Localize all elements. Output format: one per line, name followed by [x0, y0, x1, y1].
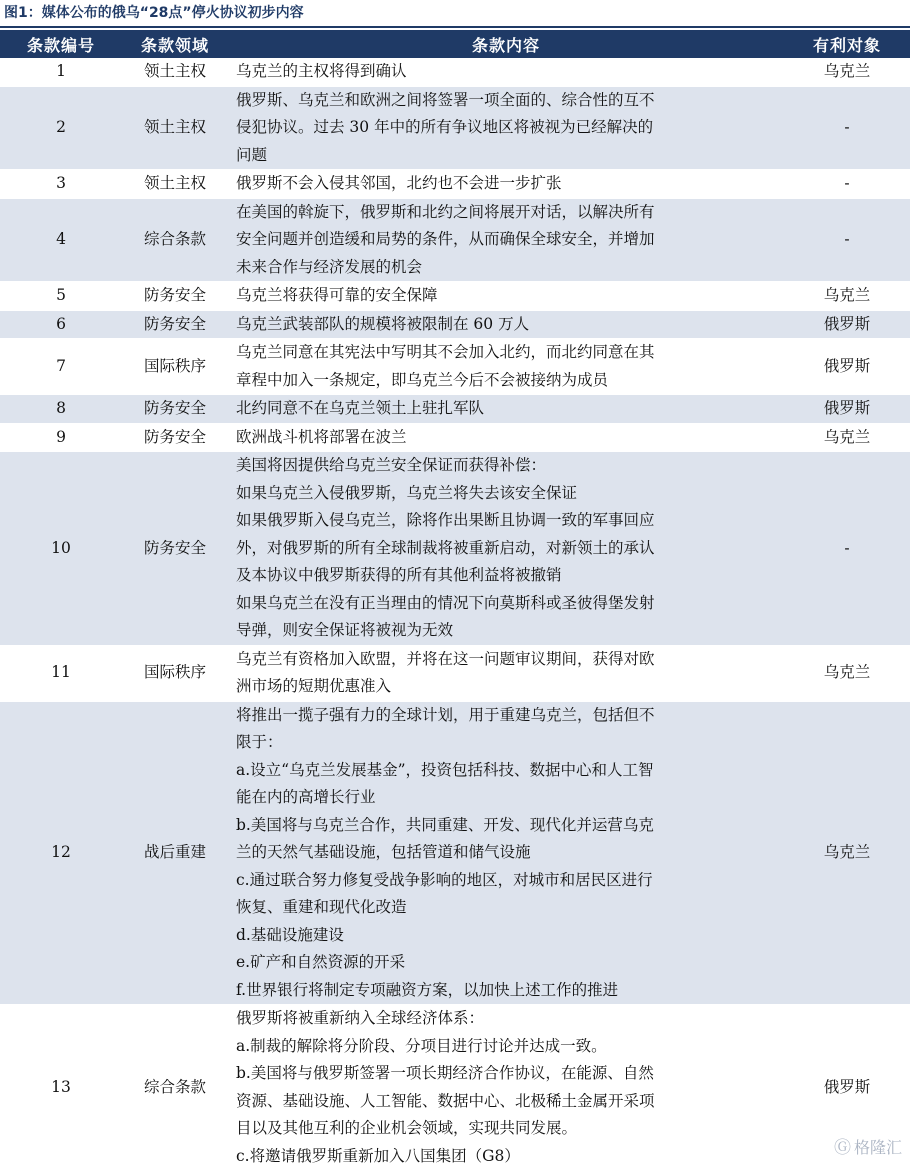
clause-table	[0, 30, 910, 1171]
clause-beneficiary: 俄罗斯	[784, 310, 910, 339]
clause-area: 防务安全	[122, 395, 228, 424]
clause-beneficiary: -	[784, 86, 910, 170]
clause-content-line: 如果乌克兰在没有正当理由的情况下向莫斯科或圣彼得堡发射	[236, 593, 655, 612]
clause-beneficiary: -	[784, 452, 910, 646]
table-row	[0, 645, 910, 701]
title-rule	[0, 26, 910, 28]
clause-content	[228, 198, 784, 282]
clause-content-line: f.世界银行将制定专项融资方案，以加快上述工作的推进	[236, 980, 619, 999]
clause-area: 领土主权	[122, 58, 228, 86]
clause-content	[228, 1005, 784, 1171]
clause-content-line: 未来合作与经济发展的机会	[236, 257, 423, 276]
clause-content-line: 乌克兰将获得可靠的安全保障	[236, 286, 438, 304]
clause-content-line: c.将邀请俄罗斯重新加入八国集团（G8）	[236, 1146, 520, 1165]
clause-content-line: 北约同意不在乌克兰领土上驻扎军队	[236, 399, 485, 417]
clause-number: 6	[0, 310, 122, 339]
clause-beneficiary: 乌克兰	[784, 701, 910, 1005]
table-row	[0, 452, 910, 646]
clause-content-line: 兰的天然气基础设施，包括管道和储气设施	[236, 843, 531, 861]
clause-area: 战后重建	[122, 701, 228, 1005]
clause-content	[228, 310, 784, 339]
clause-area: 防务安全	[122, 452, 228, 646]
g-logo-icon: Ⓖ	[833, 1138, 851, 1158]
clause-content-line: 侵犯协议。过去 30 年中的所有争议地区将被视为已经解决的	[236, 118, 654, 136]
clause-content-line: 美国将因提供给乌克兰安全保证而获得补偿：	[236, 456, 547, 474]
table-row	[0, 339, 910, 395]
clause-content-line: 安全问题并创造缓和局势的条件，从而确保全球安全，并增加	[236, 230, 655, 248]
clause-content	[228, 170, 784, 199]
table-row	[0, 1005, 910, 1171]
clause-content	[228, 452, 784, 646]
clause-content-line: a.设立“乌克兰发展基金”，投资包括科技、数据中心和人工智	[236, 760, 654, 779]
clause-number: 9	[0, 423, 122, 452]
clause-area: 综合条款	[122, 198, 228, 282]
clause-content-line: a.制裁的解除将分阶段、分项目进行讨论并达成一致。	[236, 1036, 607, 1055]
table-row	[0, 198, 910, 282]
table-row	[0, 310, 910, 339]
clause-number: 10	[0, 452, 122, 646]
clause-content-line: 如果乌克兰入侵俄罗斯，乌克兰将失去该安全保证	[236, 483, 578, 502]
clause-beneficiary: 俄罗斯	[784, 395, 910, 424]
clause-content-line: 俄罗斯、乌克兰和欧洲之间将签署一项全面的、综合性的互不	[236, 90, 655, 109]
clause-number: 11	[0, 645, 122, 701]
clause-content-line: 在美国的斡旋下，俄罗斯和北约之间将展开对话，以解决所有	[236, 202, 655, 221]
clause-beneficiary: -	[784, 198, 910, 282]
clause-content-line: 乌克兰同意在其宪法中写明其不会加入北约，而北约同意在其	[236, 343, 655, 361]
watermark-text: 格隆汇	[853, 1138, 902, 1157]
table-row	[0, 170, 910, 199]
clause-content-line: 如果俄罗斯入侵乌克兰，除将作出果断且协调一致的军事回应	[236, 511, 655, 529]
clause-number: 7	[0, 339, 122, 395]
clause-content-line: b.美国将与乌克兰合作，共同重建、开发、现代化并运营乌克	[236, 815, 654, 834]
clause-content-line: 乌克兰武装部队的规模将被限制在 60 万人	[236, 314, 530, 333]
clause-content-line: 将推出一揽子强有力的全球计划，用于重建乌克兰，包括但不	[236, 705, 655, 724]
clause-content-line: e.矿产和自然资源的开采	[236, 953, 406, 971]
clause-content-line: 俄罗斯将被重新纳入全球经济体系：	[236, 1009, 485, 1027]
clause-content-line: c.通过联合努力修复受战争影响的地区，对城市和居民区进行	[236, 870, 653, 889]
clause-beneficiary: 俄罗斯	[784, 339, 910, 395]
clause-content	[228, 58, 784, 86]
clause-beneficiary: 俄罗斯	[784, 1005, 910, 1171]
clause-content-line: 欧洲战斗机将部署在波兰	[236, 427, 407, 446]
clause-content-line: 能在内的高增长行业	[236, 788, 376, 806]
col-header-area: 条款领域	[122, 30, 228, 58]
clause-content	[228, 423, 784, 452]
clause-area: 防务安全	[122, 310, 228, 339]
clause-number: 12	[0, 701, 122, 1005]
table-row	[0, 423, 910, 452]
clause-area: 综合条款	[122, 1005, 228, 1171]
clause-content-line: 乌克兰有资格加入欧盟，并将在这一问题审议期间，获得对欧	[236, 649, 655, 668]
clause-beneficiary: -	[784, 170, 910, 199]
clause-content	[228, 86, 784, 170]
clause-area: 防务安全	[122, 423, 228, 452]
clause-number: 8	[0, 395, 122, 424]
clause-number: 13	[0, 1005, 122, 1171]
clause-number: 1	[0, 58, 122, 86]
clause-content-line: 乌克兰的主权将得到确认	[236, 62, 407, 80]
clause-content-line: d.基础设施建设	[236, 925, 344, 944]
watermark	[834, 1133, 902, 1158]
clause-content	[228, 339, 784, 395]
clause-content-line: 导弹，则安全保证将被视为无效	[236, 621, 454, 639]
clause-beneficiary: 乌克兰	[784, 282, 910, 311]
clause-beneficiary: 乌克兰	[784, 58, 910, 86]
clause-content-line: 洲市场的短期优惠准入	[236, 677, 392, 695]
clause-area: 防务安全	[122, 282, 228, 311]
clause-content-line: b.美国将与俄罗斯签署一项长期经济合作协议，在能源、自然	[236, 1064, 654, 1082]
clause-content-line: 外，对俄罗斯的所有全球制裁将被重新启动，对新领土的承认	[236, 538, 655, 557]
clause-content	[228, 282, 784, 311]
col-header-number: 条款编号	[0, 30, 122, 58]
table-row	[0, 395, 910, 424]
col-header-beneficiary: 有利对象	[784, 30, 910, 58]
clause-number: 4	[0, 198, 122, 282]
clause-number: 3	[0, 170, 122, 199]
clause-content-line: 恢复、重建和现代化改造	[236, 898, 407, 916]
clause-area: 国际秩序	[122, 339, 228, 395]
clause-content	[228, 701, 784, 1005]
clause-area: 领土主权	[122, 170, 228, 199]
clause-area: 领土主权	[122, 86, 228, 170]
clause-area: 国际秩序	[122, 645, 228, 701]
figure-title: 图1：媒体公布的俄乌“28点”停火协议初步内容	[4, 5, 304, 21]
table-row	[0, 58, 910, 86]
clause-content-line: 俄罗斯不会入侵其邻国，北约也不会进一步扩张	[236, 174, 562, 192]
clause-content-line: 限于：	[236, 733, 283, 751]
clause-content-line: 资源、基础设施、人工智能、数据中心、北极稀土金属开采项	[236, 1091, 655, 1110]
clause-number: 5	[0, 282, 122, 311]
clause-beneficiary: 乌克兰	[784, 645, 910, 701]
col-header-content: 条款内容	[228, 30, 784, 58]
clause-content-line: 目以及其他互利的企业机会领域，实现共同发展。	[236, 1119, 578, 1137]
clause-content-line: 问题	[236, 145, 268, 164]
clause-content	[228, 395, 784, 424]
table-row	[0, 701, 910, 1005]
clause-content-line: 章程中加入一条规定，即乌克兰今后不会被接纳为成员	[236, 370, 609, 389]
table-row	[0, 282, 910, 311]
clause-content-line: 及本协议中俄罗斯获得的所有其他利益将被撤销	[236, 566, 562, 584]
clause-number: 2	[0, 86, 122, 170]
clause-content	[228, 645, 784, 701]
clause-beneficiary: 乌克兰	[784, 423, 910, 452]
table-row	[0, 86, 910, 170]
table-header-row	[0, 30, 910, 58]
